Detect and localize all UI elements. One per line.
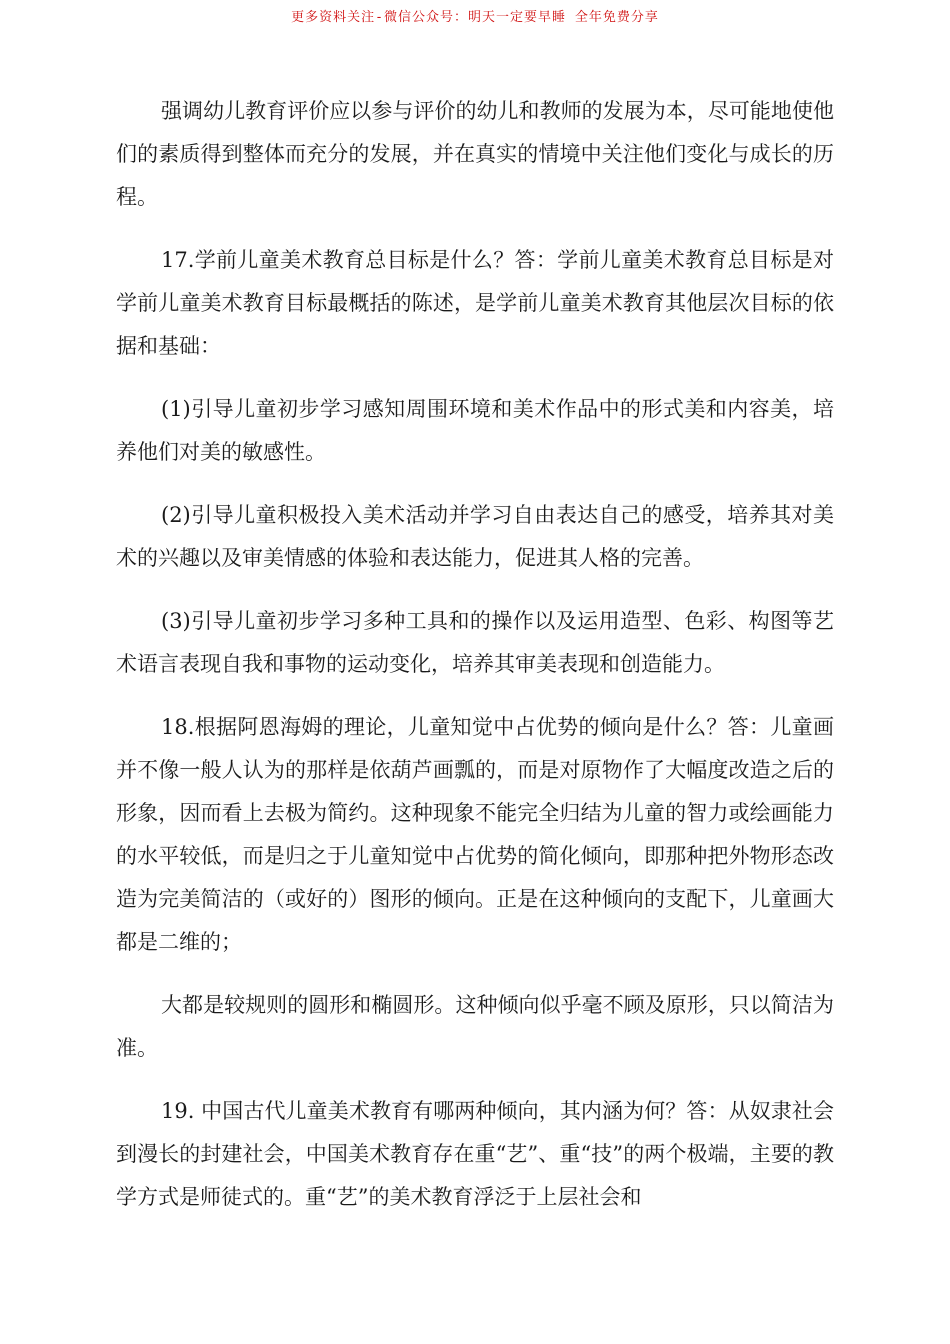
paragraph-question-18-continued: 大都是较规则的圆形和椭圆形。这种倾向似乎毫不顾及原形，只以简洁为准。 <box>116 993 834 1060</box>
paragraph-goal-3: (3)引导儿童初步学习多种工具和的操作以及运用造型、色彩、构图等艺术语言表现自我和事物的运动变化，培养其审美表现和创造能力。 <box>116 609 834 676</box>
paragraph-question-18: 18.根据阿恩海姆的理论，儿童知觉中占优势的倾向是什么？答：儿童画并不像一般人认为的那样是依葫芦画瓢的，而是对原物作了大幅度改造之后的形象，因而看上去极为简约。这种现象不能完全归结为儿童的智力或绘画能力的水平较低，而是归之于儿童知觉中占优势的简化倾向，即那种把外物形态改造为完美简洁的（或好的）图形的倾向。正是在这种倾向的支配下，儿童画大都是二维的； <box>116 715 834 954</box>
paragraph-question-17: 17.学前儿童美术教育总目标是什么？答：学前儿童美术教育总目标是对学前儿童美术教育目标最概括的陈述，是学前儿童美术教育其他层次目标的依据和基础： <box>116 248 834 358</box>
paragraph-goal-2: (2)引导儿童积极投入美术活动并学习自由表达自己的感受，培养其对美术的兴趣以及审美情感的体验和表达能力，促进其人格的完善。 <box>116 503 834 570</box>
header-banner: 更多资料关注-微信公众号：明天一定要早睡 全年免费分享 <box>291 10 659 25</box>
paragraph-evaluation-principle: 强调幼儿教育评价应以参与评价的幼儿和教师的发展为本，尽可能地使他们的素质得到整体而充分的发展，并在真实的情境中关注他们变化与成长的历程。 <box>116 99 834 209</box>
paragraph-goal-1: (1)引导儿童初步学习感知周围环境和美术作品中的形式美和内容美，培养他们对美的敏感性。 <box>116 397 834 464</box>
document-body <box>116 90 834 1239</box>
paragraph-question-19: 19. 中国古代儿童美术教育有哪两种倾向，其内涵为何？答：从奴隶社会到漫长的封建社会，中国美术教育存在重“艺”、重“技”的两个极端，主要的教学方式是师徒式的。重“艺”的美术教育浮泛于上层社会和 <box>116 1099 834 1209</box>
